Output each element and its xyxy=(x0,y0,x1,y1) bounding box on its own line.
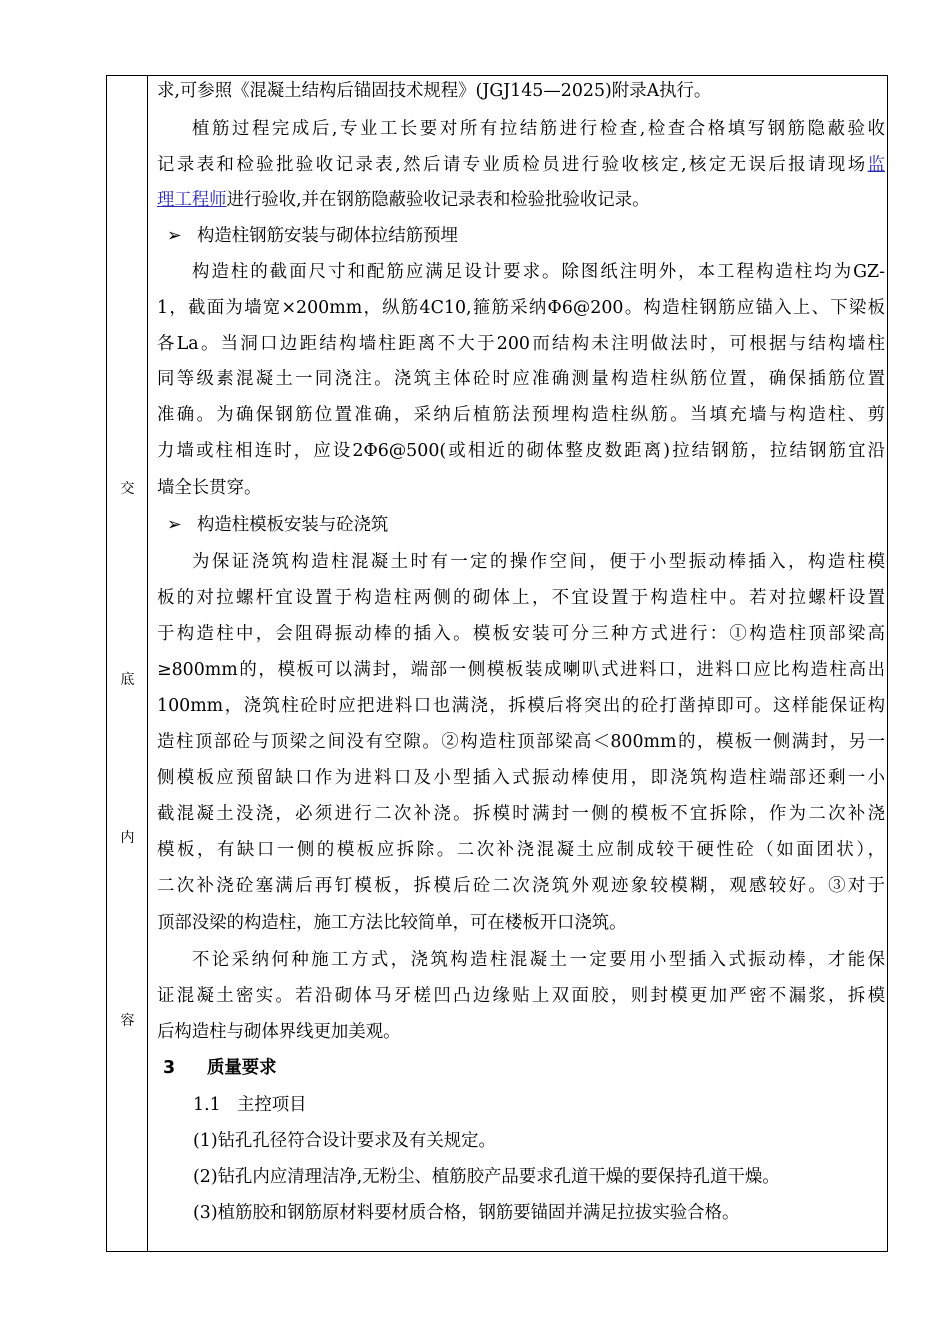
p3-line-5: 准确。为确保钢筋位置准确，采纳后植筋法预埋构造柱纵筋。当填充墙与构造柱、剪 xyxy=(157,405,885,425)
section-3-title: 质量要求 xyxy=(207,1058,277,1078)
p2-line-2-text: 记录表和检验批验收记录表,然后请专业质检员进行验收核定,核定无误后报请现场 xyxy=(157,155,868,175)
side-label-di: 底 xyxy=(120,672,135,688)
p4-line-11: 顶部没梁的构造柱，施工方法比较简单，可在楼板开口浇筑。 xyxy=(157,913,627,933)
p5-line-3: 后构造柱与砌体界线更加美观。 xyxy=(157,1022,401,1042)
subsection-title: 主控项目 xyxy=(237,1095,307,1115)
subsection-number: 1.1 xyxy=(193,1095,221,1115)
p2-line-2 xyxy=(157,153,885,177)
document-table xyxy=(106,75,888,1252)
p4-line-10: 二次补浇砼塞满后再钉模板，拆模后砼二次浇筑外观迹象较模糊，观感较好。③对于 xyxy=(157,876,885,896)
p4-line-7: 侧模板应预留缺口作为进料口及小型插入式振动棒使用，即浇筑构造柱端部还剩一小 xyxy=(157,768,885,788)
side-label-jiao: 交 xyxy=(120,481,135,497)
heading-rebar-text: 构造柱钢筋安装与砌体拉结筋预埋 xyxy=(197,226,458,246)
heading-rebar xyxy=(167,224,458,248)
p5-line-1: 不论采纳何种施工方式，浇筑构造柱混凝土一定要用小型插入式振动棒，才能保 xyxy=(192,950,885,970)
p4-line-9: 模板，有缺口一侧的模板应拆除。二次补浇混凝土应制成较干硬性砼（如面团状）， xyxy=(157,840,885,860)
p4-line-4: ≥800mm的，模板可以满封，端部一侧模板装成喇叭式进料口，进料口应比构造柱高出 xyxy=(157,660,885,680)
heading-formwork-text: 构造柱模板安装与砼浇筑 xyxy=(197,515,389,535)
p4-line-6: 造柱顶部砼与顶梁之间没有空隙。②构造柱顶部梁高＜800mm的，模板一侧满封，另一 xyxy=(157,732,885,752)
section-3-number: 3 xyxy=(163,1058,176,1078)
quality-item-2: (2)钻孔内应清理洁净,无粉尘、植筋胶产品要求孔道干燥的要保持孔道干燥。 xyxy=(193,1167,780,1187)
section-3-heading xyxy=(163,1056,277,1080)
side-label-column xyxy=(107,76,148,1251)
heading-formwork xyxy=(167,513,388,537)
subsection-heading xyxy=(193,1093,307,1117)
p3-line-2: 1，截面为墙宽×200mm，纵筋4C10,箍筋采纳Φ6@200。构造柱钢筋应锚入上、下梁板 xyxy=(157,298,885,318)
p3-line-1: 构造柱的截面尺寸和配筋应满足设计要求。除图纸注明外，本工程构造柱均为GZ- xyxy=(192,262,885,282)
quality-item-3: (3)植筋胶和钢筋原材料要材质合格，钢筋要锚固并满足拉拔实验合格。 xyxy=(193,1203,740,1223)
p3-line-4: 同等级素混凝土一同浇注。浇筑主体砼时应准确测量构造柱纵筋位置，确保插筋位置 xyxy=(157,369,885,389)
quality-item-1: (1)钻孔孔径符合设计要求及有关规定。 xyxy=(193,1131,496,1151)
p3-line-7: 墙全长贯穿。 xyxy=(157,478,262,498)
supervisor-link-start[interactable]: 监 xyxy=(867,155,885,175)
p2-line-3 xyxy=(157,188,649,212)
p2-line-3-text: 进行验收,并在钢筋隐蔽验收记录表和检验批验收记录。 xyxy=(226,190,650,210)
p1-line: 求,可参照《混凝土结构后锚固技术规程》(JGJ145—2025)附录A执行。 xyxy=(157,81,712,101)
p4-line-1: 为保证浇筑构造柱混凝土时有一定的操作空间，便于小型振动棒插入，构造柱模 xyxy=(192,552,885,572)
supervisor-link[interactable]: 理工程师 xyxy=(157,190,227,210)
p4-line-5: 100mm，浇筑柱砼时应把进料口也满浇，拆模后将突出的砼打凿掉即可。这样能保证构 xyxy=(157,696,885,716)
p4-line-8: 截混凝土没浇，必须进行二次补浇。拆模时满封一侧的模板不宜拆除，作为二次补浇 xyxy=(157,804,885,824)
p3-line-6: 力墙或柱相连时，应设2Φ6@500(或相近的砌体整皮数距离)拉结钢筋，拉结钢筋宜沿 xyxy=(157,441,885,461)
arrow-bullet-icon: ➢ xyxy=(167,226,182,246)
side-label-rong: 容 xyxy=(120,1013,135,1029)
p4-line-2: 板的对拉螺杆宜设置于构造柱两侧的砌体上，不宜设置于构造柱中。若对拉螺杆设置 xyxy=(157,588,885,608)
p3-line-3: 各La。当洞口边距结构墙柱距离不大于200而结构未注明做法时，可根据与结构墙柱 xyxy=(157,334,885,354)
arrow-bullet-icon: ➢ xyxy=(167,515,182,535)
p2-line-1: 植筋过程完成后,专业工长要对所有拉结筋进行检查,检查合格填写钢筋隐蔽验收 xyxy=(192,119,885,139)
side-label-nei: 内 xyxy=(120,830,135,846)
p4-line-3: 于构造柱中，会阻碍振动棒的插入。模板安装可分三种方式进行：①构造柱顶部梁高 xyxy=(157,624,885,644)
p5-line-2: 证混凝土密实。若沿砌体马牙槎凹凸边缘贴上双面胶，则封模更加严密不漏浆，拆模 xyxy=(157,986,885,1006)
